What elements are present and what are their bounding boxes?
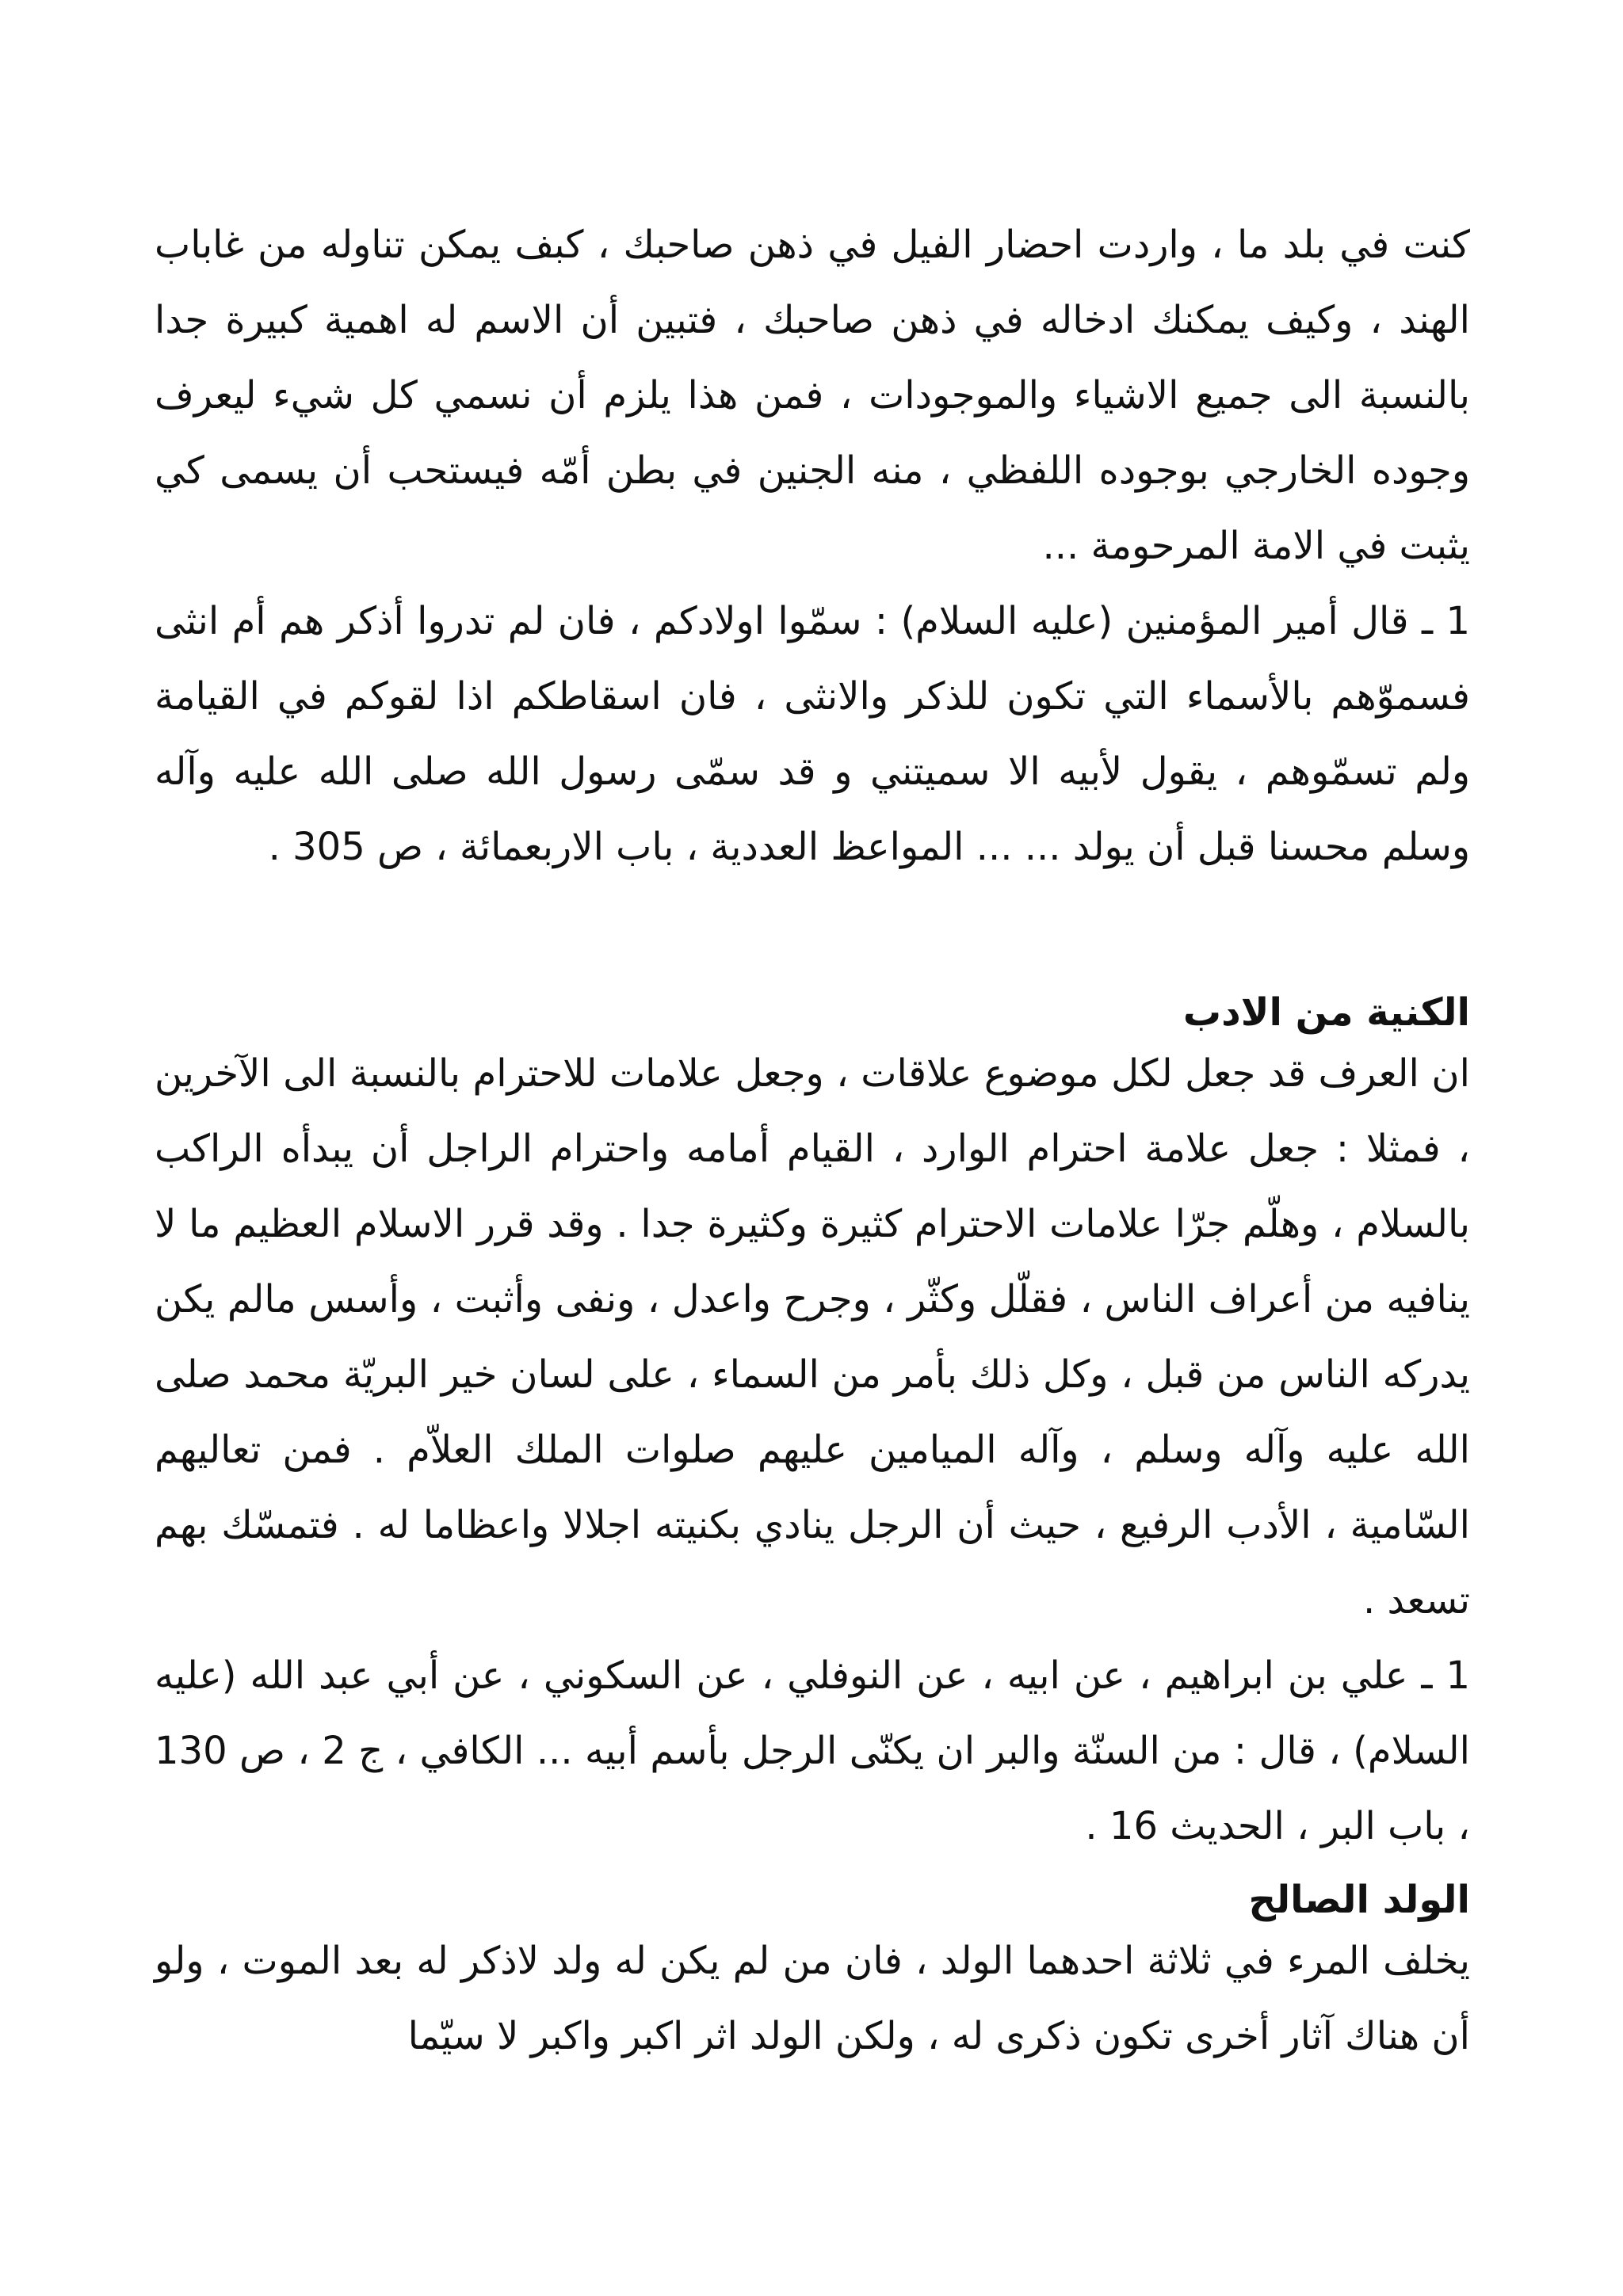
paragraph-naming-intro: كنت في بلد ما ، واردت احضار الفيل في ذهن صاحبك ، كبف يمكن تناوله من غاباب الهند ، وكيف يمكنك ادخاله في ذهن صاحبك ، فتبين أن الاسم له اهمية كبيرة جدا بالنسبة الى جميع الاشياء والموجودات ، فمن هذا يلزم أن نسمي كل شيء ليعرف وجوده الخارجي بوجوده اللفظي ، منه الجنين في بطن أمّه فيستحب أن يسمى كي يثبت في الامة المرحومة ... (155, 223, 1470, 568)
heading-kunya: الكنية من الادب (1182, 990, 1470, 1035)
section-kunya (155, 989, 1470, 1864)
footnote-hadith-naming: 1 ـ قال أمير المؤمنين (عليه السلام) : سمّوا اولادكم ، فان لم تدروا أذكر هم أم انثى فسموّهم بالأسماء التي تكون للذكر والانثى ، فان اسقاطكم اذا لقوكم في القيامة ولم تسمّوهم ، يقول لأبيه الا سميتني و قد سمّى رسول الله صلى الله عليه وآله وسلم محسنا قبل أن يولد ... ... المواعظ العددية ، باب الاربعمائة ، ص 305 . (155, 599, 1470, 869)
section-naming (155, 208, 1470, 885)
paragraph-righteous-child: يخلف المرء في ثلاثة احدهما الولد ، فان من لم يكن له ولد لاذكر له بعد الموت ، ولو أن هناك آثار أخرى تكون ذكرى له ، ولكن الولد اثر اكبر واكبر لا سيّما (155, 1939, 1470, 2058)
paragraph-kunya: ان العرف قد جعل لكل موضوع علاقات ، وجعل علامات للاحترام بالنسبة الى الآخرين ، فمثلا : جعل علامة احترام الوارد ، القيام أمامه واحترام الراجل أن يبدأه الراكب بالسلام ، وهلّم جرّا علامات الاحترام كثيرة وكثيرة جدا . وقد قرر الاسلام العظيم ما لا ينافيه من أعراف الناس ، فقلّل وكثّر ، وجرح واعدل ، ونفى وأثبت ، وأسس مالم يكن يدركه الناس من قبل ، وكل ذلك بأمر من السماء ، على لسان خير البريّة محمد صلى الله عليه وآله وسلم ، وآله الميامين عليهم صلوات الملك العلاّم . فمن تعاليهم السّامية ، الأدب الرفيع ، حيث أن الرجل ينادي بكنيته اجلالا واعظاما له . فتمسّك بهم تسعد . (155, 1051, 1470, 1623)
heading-righteous-child: الولد الصالح (1248, 1878, 1470, 1922)
footnote-hadith-kunya: 1 ـ علي بن ابراهيم ، عن ابيه ، عن النوفلي ، عن السكوني ، عن أبي عبد الله (عليه السلام) ، قال : من السنّة والبر ان يكنّى الرجل بأسم أبيه ... الكافي ، ج 2 ، ص 130 ، باب البر ، الحديث 16 . (155, 1653, 1471, 1848)
section-righteous-child (155, 1876, 1470, 2074)
